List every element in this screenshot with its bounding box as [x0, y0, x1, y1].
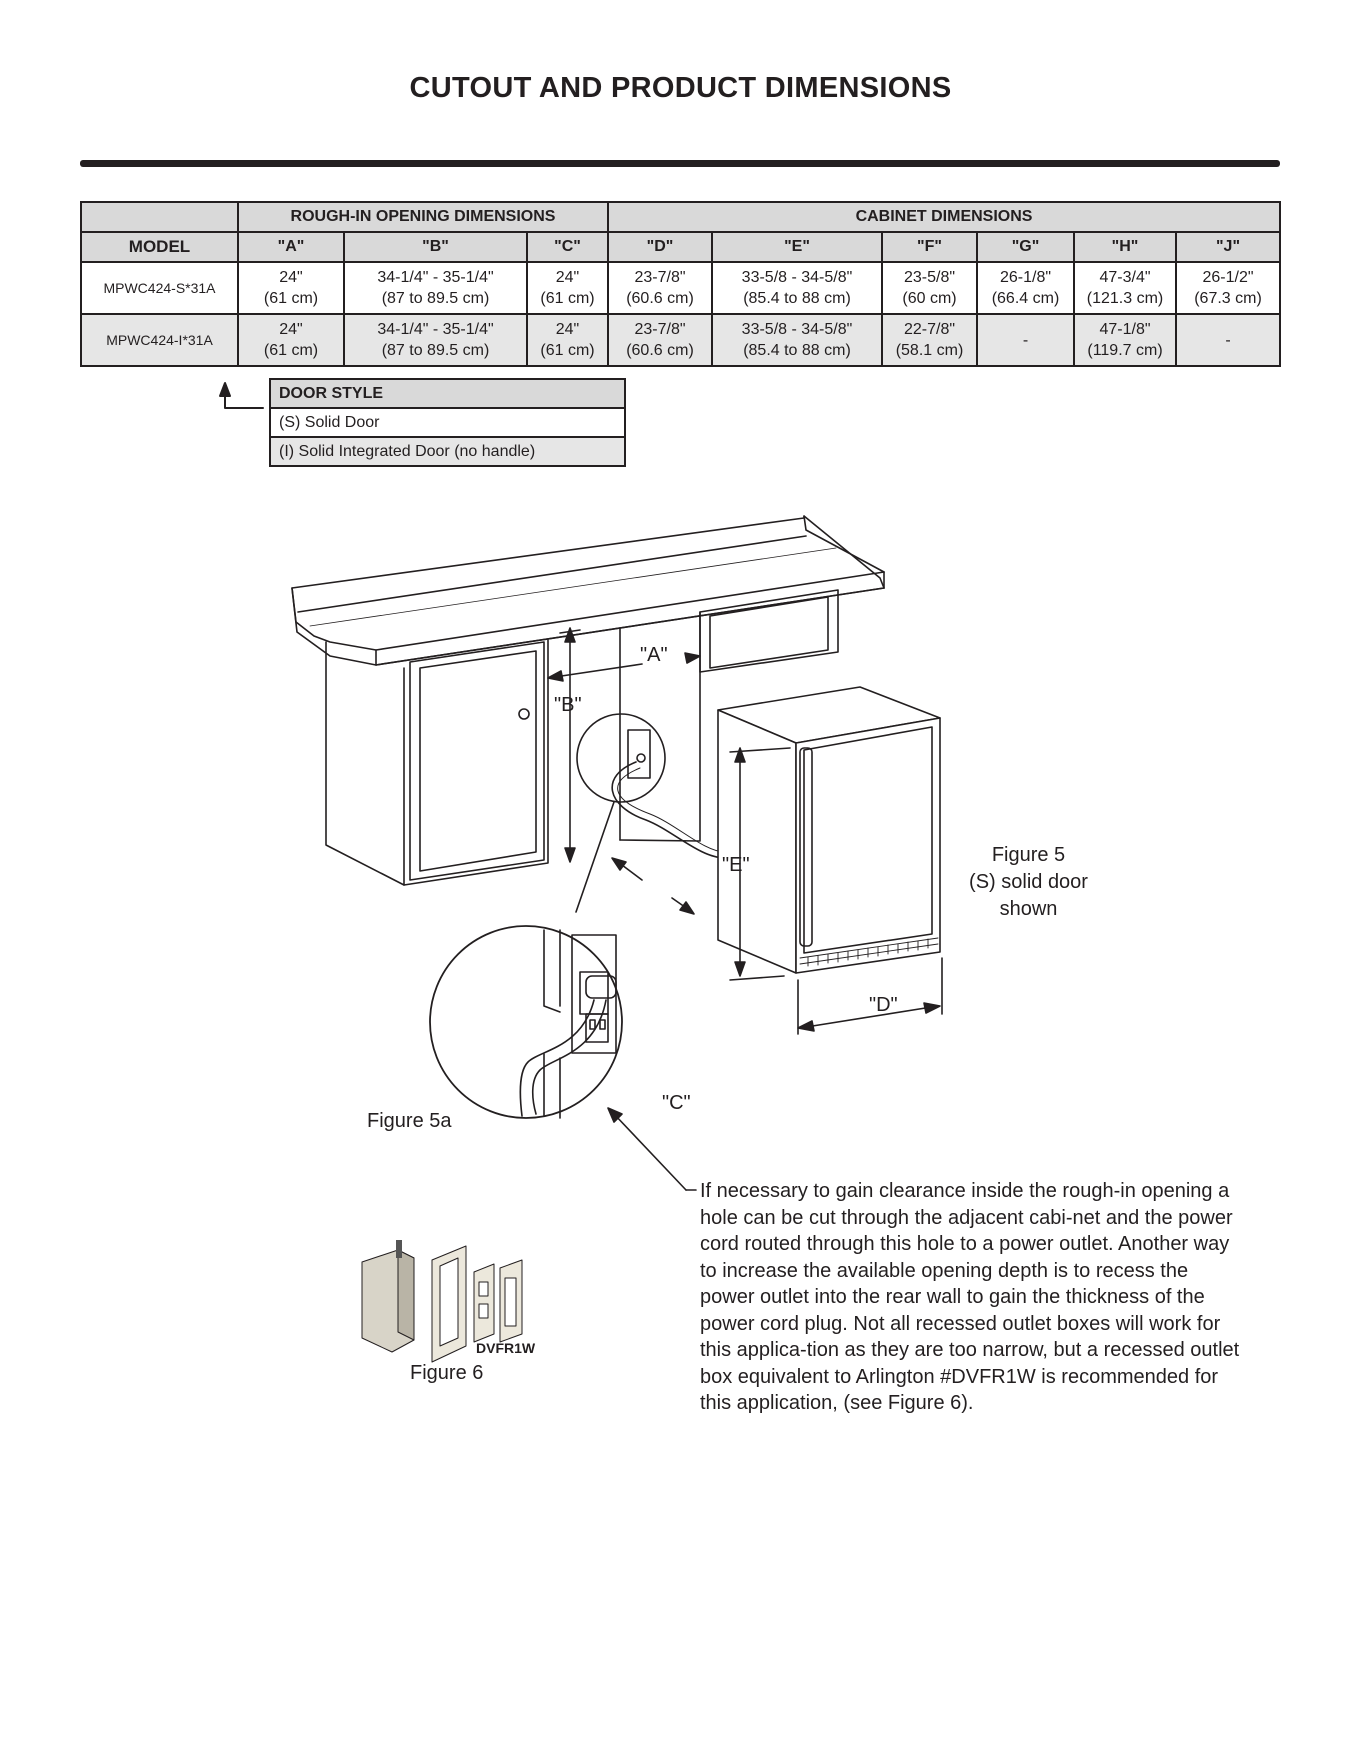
figure5-caption-line: shown [999, 898, 1058, 920]
cell-metric: (61 cm) [540, 342, 595, 359]
cell-metric: (67.3 cm) [1194, 290, 1262, 307]
cell-inch: 24" [555, 269, 580, 286]
cell-metric: (66.4 cm) [991, 290, 1060, 307]
cabinet-group-header: CABINET DIMENSIONS [608, 202, 1280, 232]
model-cell: MPWC424-S*31A [81, 262, 238, 314]
cell-inch: 47-3/4" [1099, 269, 1151, 286]
cell-inch: 47-1/8" [1099, 321, 1151, 338]
figure5-caption-line: (S) solid door [969, 871, 1088, 893]
clearance-note: If necessary to gain clearance inside the rough-in opening a hole can be cut through the adjacent cabi-net and the power cord routed through this hole to a power outlet. Another way to increase the available opening depth is to recess the power outlet into the rear wall to gain the thickness of the power cord plug. Not all recessed outlet boxes will work for this applica-tion as they are too narrow, but a recessed outlet box equivalent to Arlington #DVFR1W is recommended for this application, (see Figure 6). [700, 1180, 1240, 1414]
magnifier-circle-small [577, 714, 665, 802]
cell-metric: (85.4 to 88 cm) [743, 342, 851, 359]
figure6-caption: Figure 6 [410, 1362, 484, 1384]
cell-metric: (61 cm) [263, 342, 319, 359]
figure6-product-label: DVFR1W [476, 1340, 536, 1356]
power-cord [612, 762, 725, 858]
cell-metric: (121.3 cm) [1086, 290, 1164, 307]
cell-inch: 33-5/8 - 34-5/8" [741, 269, 853, 286]
figure5a-detail [430, 926, 622, 1118]
label-d: "D" [869, 994, 898, 1016]
page-title: CUTOUT AND PRODUCT DIMENSIONS [409, 72, 952, 104]
column-header-e: "E" [712, 232, 882, 262]
door-style-item: (I) Solid Integrated Door (no handle) [270, 437, 625, 466]
countertop [292, 516, 884, 665]
label-e: "E" [722, 854, 750, 876]
cell-inch: 24" [279, 321, 303, 338]
column-header-h: "H" [1074, 232, 1176, 262]
cell-inch: 34-1/4" - 35-1/4" [377, 321, 494, 338]
column-header-g: "G" [977, 232, 1074, 262]
column-header-j: "J" [1176, 232, 1280, 262]
cell-inch: 34-1/4" - 35-1/4" [377, 269, 494, 286]
wall-outlet [628, 730, 650, 778]
cell-metric: (61 cm) [540, 290, 595, 307]
label-a: "A" [640, 644, 668, 666]
cell-inch: 24" [555, 321, 580, 338]
figure5-caption [956, 842, 1101, 923]
door-style-header: DOOR STYLE [270, 379, 625, 408]
cell-inch: 23-7/8" [634, 269, 686, 286]
column-header-f: "F" [882, 232, 977, 262]
cell-metric: (60.6 cm) [626, 342, 694, 359]
door-style-item: (S) Solid Door [270, 408, 625, 437]
label-c: "C" [662, 1092, 691, 1114]
cell-inch: - [1022, 331, 1029, 349]
cell-metric: (87 to 89.5 cm) [381, 290, 490, 307]
cell-inch: 33-5/8 - 34-5/8" [741, 321, 853, 338]
figure5a-caption: Figure 5a [367, 1110, 452, 1132]
column-header-c: "C" [527, 232, 608, 262]
note-leader-arrow [608, 1108, 696, 1190]
dimension-b [560, 628, 580, 862]
cell-inch: 26-1/8" [999, 269, 1052, 286]
column-header-b: "B" [344, 232, 527, 262]
cell-metric: (119.7 cm) [1087, 342, 1163, 359]
left-cabinet [326, 640, 548, 885]
cell-metric: (60 cm) [902, 290, 957, 307]
cell-inch: 22-7/8" [903, 321, 956, 338]
cell-inch: 23-5/8" [903, 269, 956, 286]
cell-inch: - [1225, 331, 1231, 349]
magnifier-leader [576, 802, 614, 912]
column-header-d: "D" [608, 232, 712, 262]
door-style-pointer-arrow [220, 383, 263, 408]
cell-metric: (60.6 cm) [626, 290, 694, 307]
cell-metric: (61 cm) [263, 290, 319, 307]
cell-inch: 23-7/8" [634, 321, 686, 338]
wine-cooler [718, 687, 940, 973]
column-header-a: "A" [238, 232, 344, 262]
dimension-c [612, 858, 694, 914]
cell-inch: 26-1/2" [1202, 269, 1254, 286]
model-cell: MPWC424-I*31A [81, 314, 238, 366]
cell-metric: (87 to 89.5 cm) [381, 342, 490, 359]
cell-inch: 24" [279, 269, 303, 286]
figure5-caption-line: Figure 5 [991, 844, 1066, 866]
label-b: "B" [554, 694, 582, 716]
cell-metric: (85.4 to 88 cm) [743, 290, 851, 307]
column-header-model: MODEL [81, 232, 238, 262]
rough-in-group-header: ROUGH-IN OPENING DIMENSIONS [238, 202, 608, 232]
cell-metric: (58.1 cm) [895, 342, 964, 359]
